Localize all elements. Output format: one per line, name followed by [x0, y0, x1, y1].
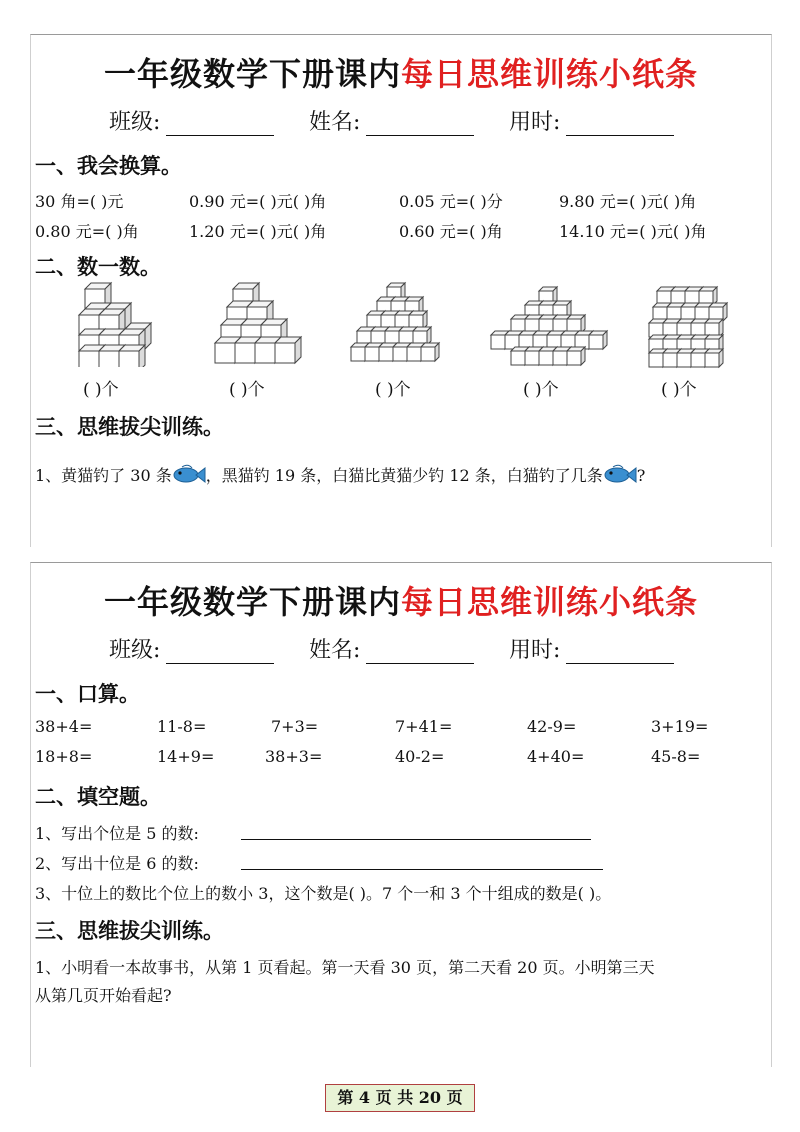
count-answer-3: ( )个	[375, 380, 411, 400]
calc-item: 3+19=	[651, 717, 709, 736]
time-blank[interactable]	[566, 115, 674, 136]
count-answer-4: ( )个	[523, 380, 559, 400]
word-problem-line-2: 从第几页开始看起?	[35, 986, 172, 1005]
class-field	[109, 633, 274, 664]
name-label: 姓名:	[309, 110, 361, 135]
section-thinking: 三、思维拔尖训练。	[35, 918, 224, 943]
worksheet-card-1	[30, 34, 772, 547]
fill-question-2: 2、写出十位是 6 的数:	[35, 854, 199, 873]
fill-question-3: 3、十位上的数比个位上的数小 3，这个数是( )。7 个一和 3 个十组成的数是( )。	[35, 884, 612, 903]
fish-icon	[172, 463, 206, 485]
count-answer-2: ( )个	[229, 380, 265, 400]
calc-item: 7+3=	[271, 717, 319, 736]
problem-part-a: 1、黄猫钓了 30 条	[35, 466, 172, 485]
calc-item: 40-2=	[395, 747, 445, 766]
calc-item: 42-9=	[527, 717, 577, 736]
count-answer-1: ( )个	[83, 380, 119, 400]
conversion-item: 0.80 元=( )角	[35, 222, 139, 241]
name-blank[interactable]	[366, 643, 474, 664]
conversion-item: 0.60 元=( )角	[399, 222, 503, 241]
page-number: 第 4 页 共 20 页	[325, 1084, 475, 1112]
word-problem-line-1: 1、小明看一本故事书，从第 1 页看起。第一天看 30 页，第二天看 20 页。小明第三天	[35, 958, 655, 977]
time-label: 用时:	[509, 110, 561, 135]
class-field	[109, 105, 274, 136]
class-blank[interactable]	[166, 643, 274, 664]
time-label: 用时:	[509, 638, 561, 663]
word-problem	[35, 463, 645, 486]
calc-item: 11-8=	[157, 717, 207, 736]
worksheet-title	[31, 577, 771, 623]
cube-stack-figure-2	[211, 281, 311, 367]
cube-step-figure-4	[487, 285, 609, 367]
section-counting: 二、数一数。	[35, 254, 161, 279]
section-thinking: 三、思维拔尖训练。	[35, 414, 224, 439]
section-conversion: 一、我会换算。	[35, 153, 182, 178]
count-answer-5: ( )个	[661, 380, 697, 400]
calc-item: 38+3=	[265, 747, 323, 766]
time-field	[509, 105, 674, 136]
name-label: 姓名:	[309, 638, 361, 663]
title-red-part: 每日思维训练小纸条	[401, 583, 699, 621]
calc-item: 14+9=	[157, 747, 215, 766]
cube-pyramid-figure-3	[349, 281, 445, 367]
title-black-part: 一年级数学下册课内	[103, 583, 401, 621]
answer-line-1[interactable]	[241, 839, 591, 840]
calc-item: 18+8=	[35, 747, 93, 766]
worksheet-card-2	[30, 562, 772, 1067]
cube-stack-figure-1	[71, 281, 161, 367]
conversion-item: 30 角=( )元	[35, 192, 124, 211]
calc-item: 38+4=	[35, 717, 93, 736]
conversion-item: 14.10 元=( )元( )角	[559, 222, 707, 241]
time-field	[509, 633, 674, 664]
calc-item: 45-8=	[651, 747, 701, 766]
section-fill-blank: 二、填空题。	[35, 784, 161, 809]
problem-part-b: ，黑猫钓 19 条，白猫比黄猫少钓 12 条，白猫钓了几条	[205, 466, 603, 485]
section-mental-math: 一、口算。	[35, 681, 140, 706]
problem-part-c: ?	[636, 466, 646, 485]
class-label: 班级:	[109, 638, 161, 663]
answer-line-2[interactable]	[241, 869, 603, 870]
calc-item: 4+40=	[527, 747, 585, 766]
title-red-part: 每日思维训练小纸条	[401, 55, 699, 93]
conversion-item: 9.80 元=( )元( )角	[559, 192, 697, 211]
calc-item: 7+41=	[395, 717, 453, 736]
class-label: 班级:	[109, 110, 161, 135]
name-field	[309, 633, 474, 664]
name-field	[309, 105, 474, 136]
conversion-item: 1.20 元=( )元( )角	[189, 222, 327, 241]
conversion-item: 0.90 元=( )元( )角	[189, 192, 327, 211]
worksheet-title	[31, 49, 771, 95]
conversion-item: 0.05 元=( )分	[399, 192, 503, 211]
cube-block-figure-5	[647, 285, 731, 369]
title-black-part: 一年级数学下册课内	[103, 55, 401, 93]
time-blank[interactable]	[566, 643, 674, 664]
name-blank[interactable]	[366, 115, 474, 136]
class-blank[interactable]	[166, 115, 274, 136]
fill-question-1: 1、写出个位是 5 的数:	[35, 824, 199, 843]
fish-icon	[603, 463, 637, 485]
